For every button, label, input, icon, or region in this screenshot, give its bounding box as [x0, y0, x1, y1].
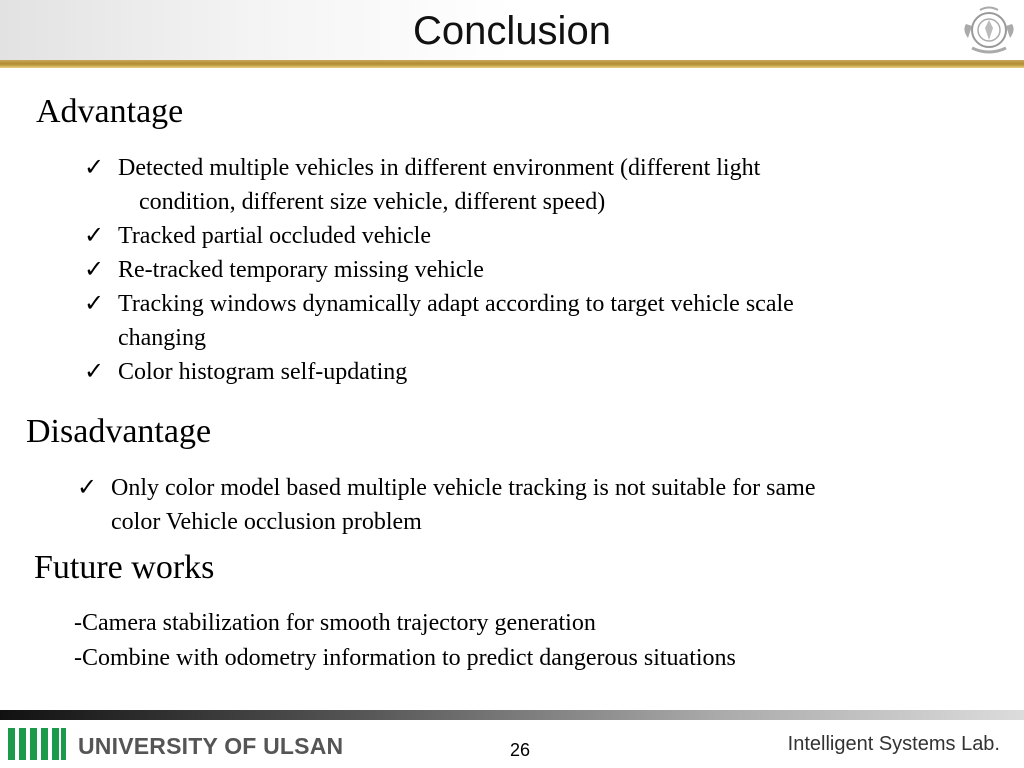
advantage-item [84, 253, 484, 287]
footer-bar [0, 710, 1024, 720]
advantage-heading: Advantage [36, 93, 184, 130]
university-seal-icon [960, 4, 1018, 56]
lab-name: Intelligent Systems Lab. [787, 733, 1000, 755]
advantage-item [84, 151, 760, 185]
disadvantage-item-continuation: color Vehicle occlusion problem [111, 509, 422, 535]
title-underline-bar [0, 60, 1024, 68]
checkmark-icon: ✓ [84, 291, 105, 317]
checkmark-icon: ✓ [77, 475, 98, 501]
advantage-item [84, 287, 794, 321]
advantage-item-text: Tracking windows dynamically adapt according to target vehicle scale [118, 291, 794, 317]
advantage-item-text: Re-tracked temporary missing vehicle [118, 257, 484, 283]
disadvantage-heading: Disadvantage [26, 413, 212, 450]
university-name: UNIVERSITY OF ULSAN [78, 733, 344, 759]
advantage-item-text: Color histogram self-updating [118, 359, 408, 385]
future-works-heading: Future works [34, 549, 215, 586]
checkmark-icon: ✓ [84, 223, 105, 249]
checkmark-icon: ✓ [84, 155, 105, 181]
advantage-item-continuation: condition, different size vehicle, different speed) [139, 189, 606, 215]
disadvantage-item-text: Only color model based multiple vehicle tracking is not suitable for same [111, 475, 816, 501]
disadvantage-item [77, 471, 815, 505]
slide-title: Conclusion [413, 9, 611, 53]
advantage-item [84, 219, 431, 253]
advantage-item-text: Tracked partial occluded vehicle [118, 223, 431, 249]
checkmark-icon: ✓ [84, 359, 105, 385]
advantage-item [84, 355, 407, 389]
future-works-item: -Camera stabilization for smooth trajectory generation [74, 610, 596, 636]
checkmark-icon: ✓ [84, 257, 105, 283]
advantage-item-continuation: changing [118, 325, 206, 351]
advantage-item-text: Detected multiple vehicles in different environment (different light [118, 155, 761, 181]
page-number: 26 [509, 740, 531, 760]
ulsan-logo-icon [6, 724, 68, 764]
future-works-item: -Combine with odometry information to predict dangerous situations [74, 645, 736, 671]
